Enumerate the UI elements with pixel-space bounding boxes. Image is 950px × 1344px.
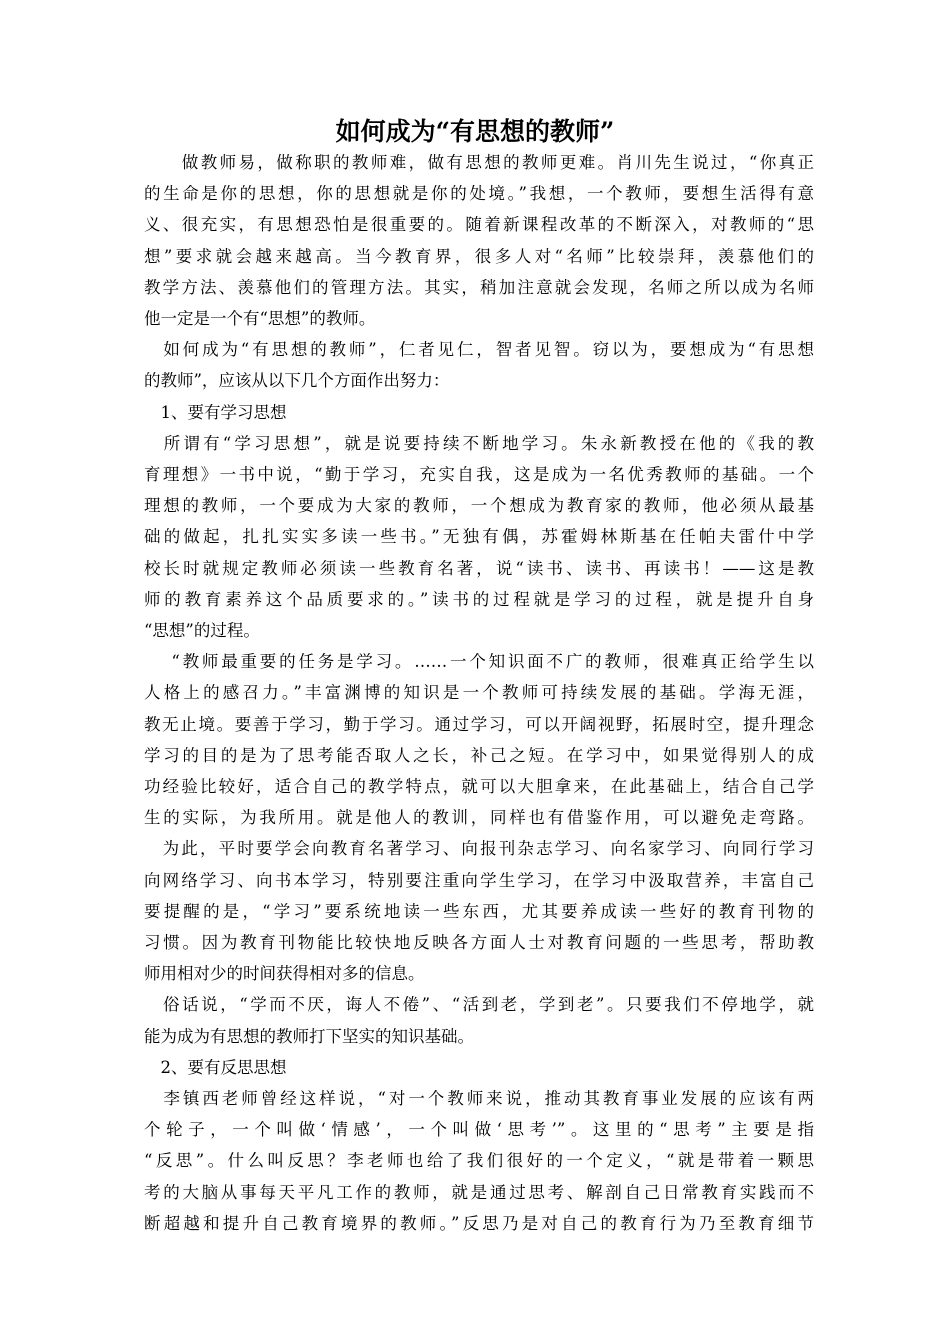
body-line: 生的实际，为我所用。就是他人的教训，同样也有借鉴作用，可以避免走弯路。 [144, 808, 814, 828]
body-line: 2、要有反思思想 [144, 1057, 287, 1077]
body-line: 育理想》一书中说，“勤于学习，充实自我，这是成为一名优秀教师的基础。一个 [144, 465, 814, 484]
body-line: 教学方法、羡慕他们的管理方法。其实，稍加注意就会发现，名师之所以成为名师 [144, 277, 814, 297]
body-line: “反思”。什么叫反思？李老师也给了我们很好的一个定义，“就是带着一颗思 [144, 1151, 814, 1171]
body-line: 能为成为有思想的教师打下坚实的知识基础。 [144, 1026, 474, 1046]
body-line: 如何成为“有思想的教师”，仁者见仁，智者见智。窃以为，要想成为“有思想 [144, 340, 814, 360]
body-line: 校长时就规定教师必须读一些教育名著，说“读书、读书、再读书！——这是教 [144, 558, 814, 578]
body-line: 考的大脑从事每天平凡工作的教师，就是通过思考、解剖自己日常教育实践而不 [144, 1182, 814, 1202]
body-line: 要提醒的是，“学习”要系统地读一些东西，尤其要养成读一些好的教育刊物的 [144, 901, 814, 921]
body-line: 断超越和提升自己教育境界的教师。”反思乃是对自己的教育行为乃至教育细节 [144, 1213, 814, 1233]
body-line: “教师最重要的任务是学习。……一个知识面不广的教师，很难真正给学生以 [144, 652, 814, 672]
body-line: 所谓有“学习思想”，就是说要持续不断地学习。朱永新教授在他的《我的教 [144, 433, 814, 453]
body-line: 做教师易，做称职的教师难，做有思想的教师更难。肖川先生说过，“你真正 [144, 153, 814, 172]
body-line: 习惯。因为教育刊物能比较快地反映各方面人士对教育问题的一些思考，帮助教 [144, 933, 814, 952]
body-line: “思想”的过程。 [144, 621, 260, 640]
body-line: 想”要求就会越来越高。当今教育界，很多人对“名师”比较崇拜，羡慕他们的 [144, 246, 814, 266]
body-line: 义、很充实，有思想恐怕是很重要的。随着新课程改革的不断深入，对教师的“思 [144, 215, 814, 235]
body-line: 人格上的感召力。”丰富渊博的知识是一个教师可持续发展的基础。学海无涯， [144, 683, 814, 703]
body-line: 师用相对少的时间获得相对多的信息。 [144, 964, 425, 984]
body-line: 的生命是你的思想，你的思想就是你的处境。”我想，一个教师，要想生活得有意 [144, 184, 814, 204]
body-line: 俗话说，“学而不厌，诲人不倦”、“活到老，学到老”。只要我们不停地学，就 [144, 995, 814, 1015]
body-line: 学习的目的是为了思考能否取人之长，补己之短。在学习中，如果觉得别人的成 [144, 745, 814, 765]
body-line: 1、要有学习思想 [144, 402, 287, 422]
body-line: 向网络学习、向书本学习，特别要注重向学生学习，在学习中汲取营养，丰富自己 [144, 870, 814, 890]
body-line: 功经验比较好，适合自己的教学特点，就可以大胆拿来，在此基础上，结合自己学 [144, 777, 814, 796]
body-line: 个轮子，一个叫做‘情感’，一个叫做‘思考’”。这里的“思考”主要是指 [144, 1120, 814, 1140]
body-line: 理想的教师，一个要成为大家的教师，一个想成为教育家的教师，他必须从最基 [144, 496, 814, 516]
body-line: 教无止境。要善于学习，勤于学习。通过学习，可以开阔视野，拓展时空，提升理念 [144, 714, 814, 734]
body-line: 师的教育素养这个品质要求的。”读书的过程就是学习的过程，就是提升自身 [144, 589, 814, 609]
body-line: 为此，平时要学会向教育名著学习、向报刊杂志学习、向名家学习、向同行学习 [144, 839, 814, 859]
body-line: 李镇西老师曾经这样说，“对一个教师来说，推动其教育事业发展的应该有两 [144, 1089, 814, 1108]
document-title: 如何成为“有思想的教师” [335, 117, 615, 146]
body-line: 他一定是一个有“思想”的教师。 [144, 309, 376, 328]
body-line: 的教师”，应该从以下几个方面作出努力： [144, 371, 450, 391]
body-line: 础的做起，扎扎实实多读一些书。”无独有偶，苏霍姆林斯基在任帕夫雷什中学 [144, 527, 814, 547]
